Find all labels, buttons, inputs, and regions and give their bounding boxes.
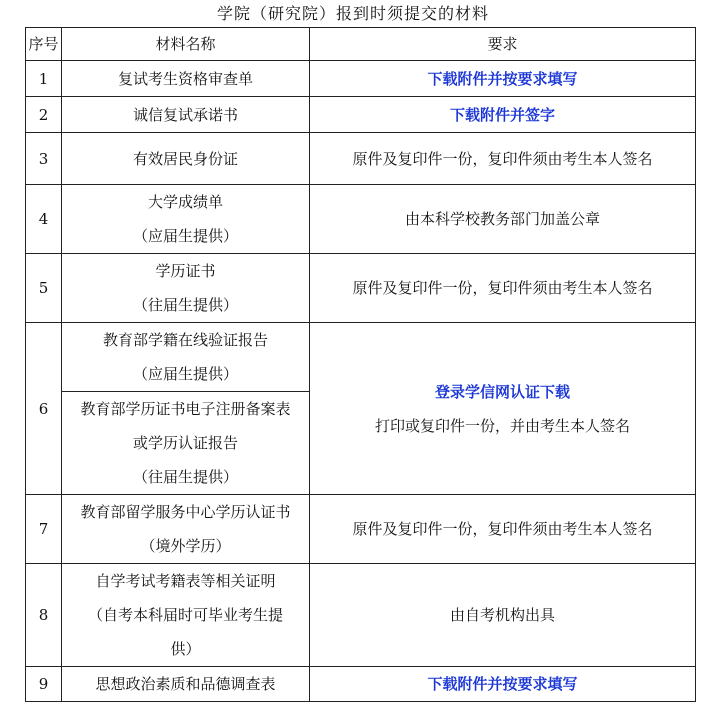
row-number: 3: [26, 133, 62, 185]
requirement: 下载附件并按要求填写: [310, 667, 696, 702]
materials-table: [25, 27, 696, 702]
material-name: 思想政治素质和品德调查表: [62, 667, 310, 702]
table-row: [26, 61, 696, 97]
material-name: 教育部学历证书电子注册备案表 或学历认证报告 （往届生提供）: [62, 392, 310, 495]
page-title: 学院（研究院）报到时须提交的材料: [216, 4, 489, 23]
row-number: 6: [26, 323, 62, 495]
material-name: 复试考生资格审查单: [62, 61, 310, 97]
requirement-plain: 打印或复印件一份，并由考生本人签名: [374, 416, 630, 435]
requirement: 由本科学校教务部门加盖公章: [310, 185, 696, 254]
table-row: [26, 254, 696, 323]
table-row: [26, 97, 696, 133]
material-name: 大学成绩单 （应届生提供）: [62, 185, 310, 254]
material-name: 自学考试考籍表等相关证明 （自考本科届时可毕业考生提 供）: [62, 564, 310, 667]
row-number: 8: [26, 564, 62, 667]
material-name: 教育部学籍在线验证报告 （应届生提供）: [62, 323, 310, 392]
material-name: 学历证书 （往届生提供）: [62, 254, 310, 323]
table-row: [26, 185, 696, 254]
table-row: [26, 495, 696, 564]
table-row: [26, 564, 696, 667]
row-number: 9: [26, 667, 62, 702]
row-number: 5: [26, 254, 62, 323]
requirement: 原件及复印件一份，复印件须由考生本人签名: [310, 133, 696, 185]
table-row: [26, 667, 696, 702]
requirement: 下载附件并按要求填写: [310, 61, 696, 97]
requirement: [310, 323, 696, 495]
row-number: 4: [26, 185, 62, 254]
table-row: [26, 323, 696, 392]
requirement: 由自考机构出具: [310, 564, 696, 667]
requirement: 下载附件并签字: [310, 97, 696, 133]
requirement: 原件及复印件一份，复印件须由考生本人签名: [310, 254, 696, 323]
table-header-row: [26, 28, 696, 61]
row-number: 2: [26, 97, 62, 133]
table-row: [26, 133, 696, 185]
header-name: 材料名称: [62, 28, 310, 61]
requirement: 原件及复印件一份，复印件须由考生本人签名: [310, 495, 696, 564]
header-requirement: 要求: [310, 28, 696, 61]
requirement-highlight: 登录学信网认证下载: [434, 382, 570, 401]
header-no: 序号: [26, 28, 62, 61]
material-name: 有效居民身份证: [62, 133, 310, 185]
row-number: 7: [26, 495, 62, 564]
material-name: 诚信复试承诺书: [62, 97, 310, 133]
material-name: 教育部留学服务中心学历认证书 （境外学历）: [62, 495, 310, 564]
row-number: 1: [26, 61, 62, 97]
